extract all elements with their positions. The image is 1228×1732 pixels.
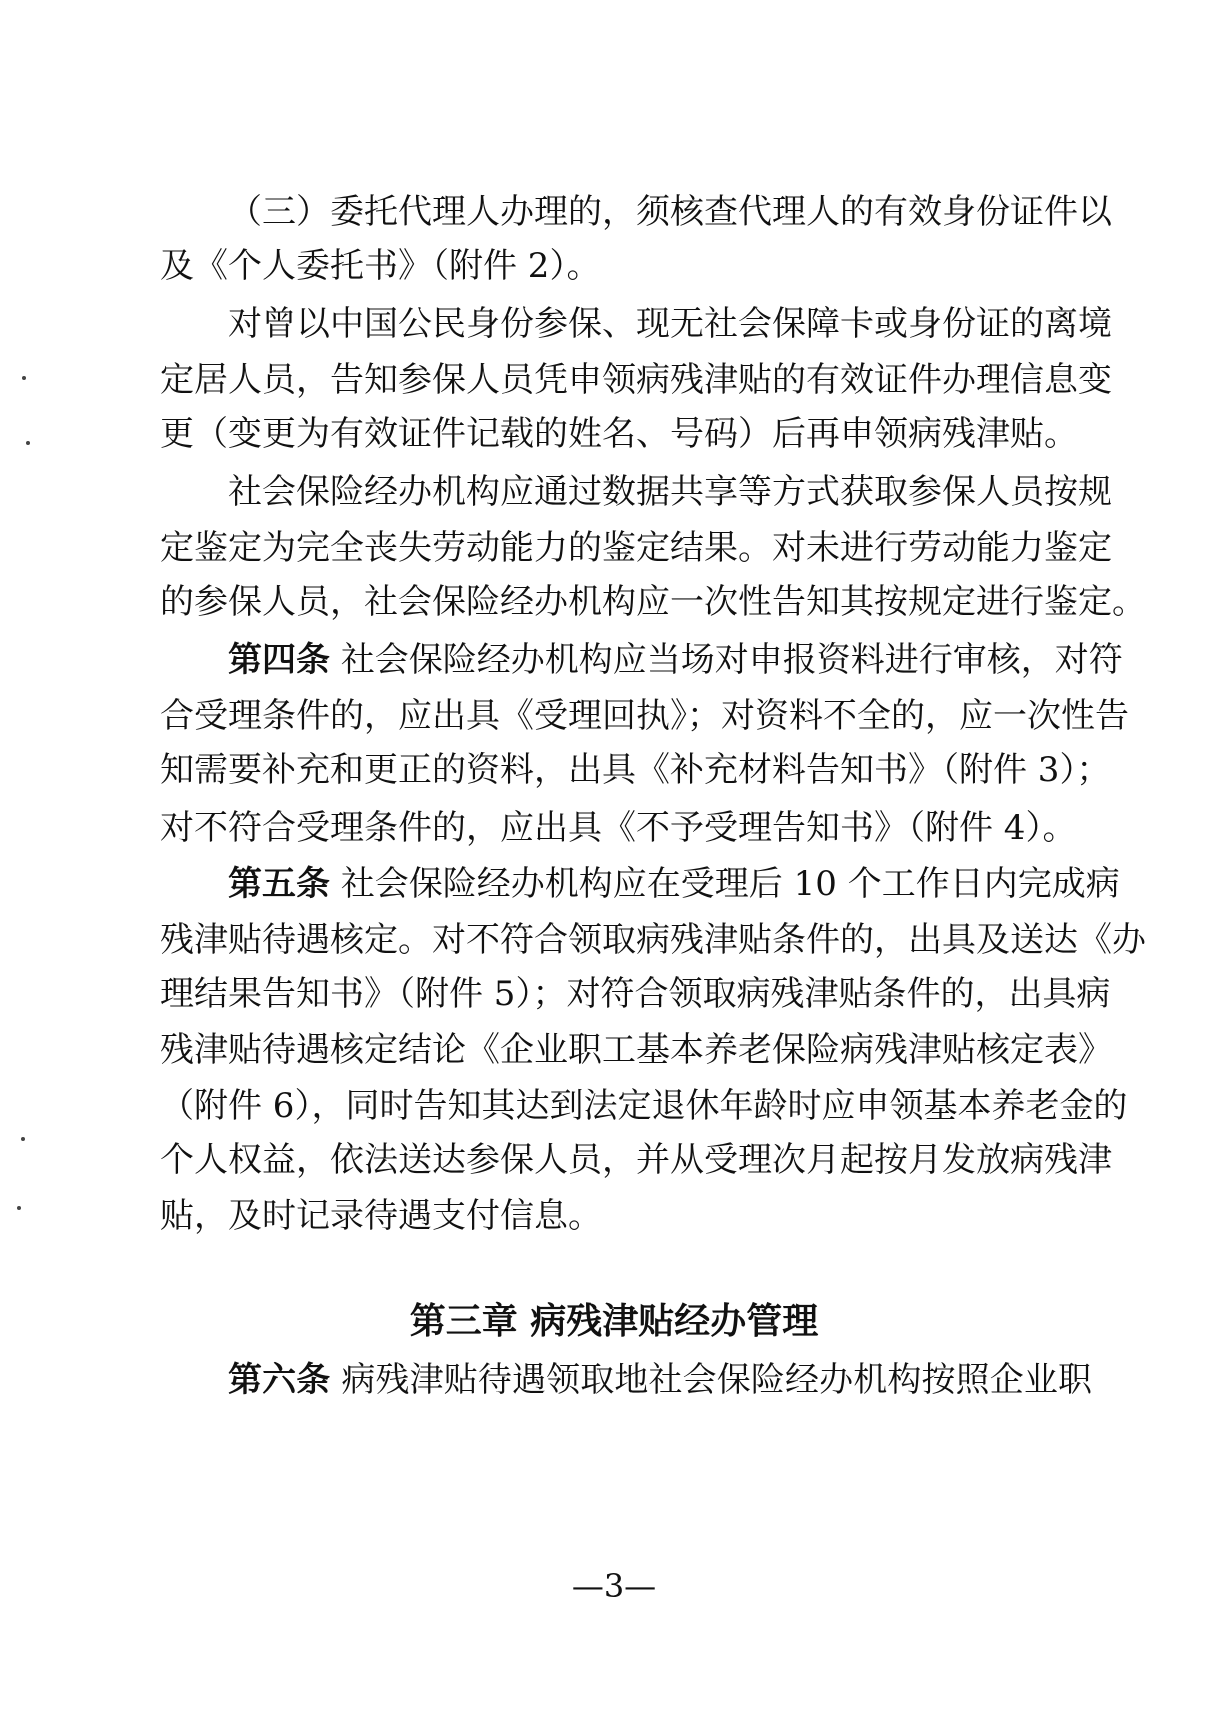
paragraph-line: 的参保人员，社会保险经办机构应一次性告知其按规定进行鉴定。 [160,582,1146,622]
paragraph-line: 贴，及时记录待遇支付信息。 [160,1196,602,1236]
article-5-text: 社会保险经办机构应在受理后 10 个工作日内完成病 [340,864,1120,904]
paragraph-line: 理结果告知书》（附件 5）；对符合领取病残津贴条件的，出具病 [160,974,1111,1014]
paragraph-line: 社会保险经办机构应通过数据共享等方式获取参保人员按规 [228,472,1112,512]
paragraph-line: 对曾以中国公民身份参保、现无社会保障卡或身份证的离境 [228,304,1112,344]
article-4-text: 社会保险经办机构应当场对申报资料进行审核，对符 [340,640,1123,680]
scan-mark [22,376,26,380]
paragraph-line: 定居人员，告知参保人员凭申领病残津贴的有效证件办理信息变 [160,360,1112,400]
article-4-first-line [228,638,1123,682]
paragraph-line: 知需要补充和更正的资料，出具《补充材料告知书》（附件 3）； [160,750,1111,790]
scan-mark [26,441,30,445]
article-6-label: 第六条 [228,1360,331,1400]
article-6-text: 病残津贴待遇领取地社会保险经办机构按照企业职 [341,1360,1093,1400]
paragraph-line: 合受理条件的，应出具《受理回执》；对资料不全的，应一次性告 [160,696,1129,736]
scan-mark [17,1206,21,1210]
article-4-label: 第四条 [228,640,330,680]
paragraph-line: （附件 6），同时告知其达到法定退休年龄时应申领基本养老金的 [160,1086,1128,1126]
paragraph-line: 定鉴定为完全丧失劳动能力的鉴定结果。对未进行劳动能力鉴定 [160,528,1112,568]
article-5-label: 第五条 [228,864,330,904]
paragraph-line: 对不符合受理条件的，应出具《不予受理告知书》（附件 4）。 [160,808,1077,848]
scan-mark [21,1137,25,1141]
article-6-first-line [228,1358,1092,1402]
page-number: —3— [571,1567,657,1605]
paragraph-line: 个人权益，依法送达参保人员，并从受理次月起按月发放病残津 [160,1140,1112,1180]
paragraph-line: 更（变更为有效证件记载的姓名、号码）后再申领病残津贴。 [160,414,1078,454]
chapter-heading: 第三章 病残津贴经办管理 [409,1301,819,1342]
paragraph-line: 及《个人委托书》（附件 2）。 [160,246,601,286]
paragraph-line: 残津贴待遇核定结论《企业职工基本养老保险病残津贴核定表》 [160,1030,1112,1070]
article-5-first-line [228,862,1120,906]
paragraph-line: 残津贴待遇核定。对不符合领取病残津贴条件的，出具及送达《办 [160,920,1146,960]
paragraph-line: （三）委托代理人办理的，须核查代理人的有效身份证件以 [228,192,1112,232]
